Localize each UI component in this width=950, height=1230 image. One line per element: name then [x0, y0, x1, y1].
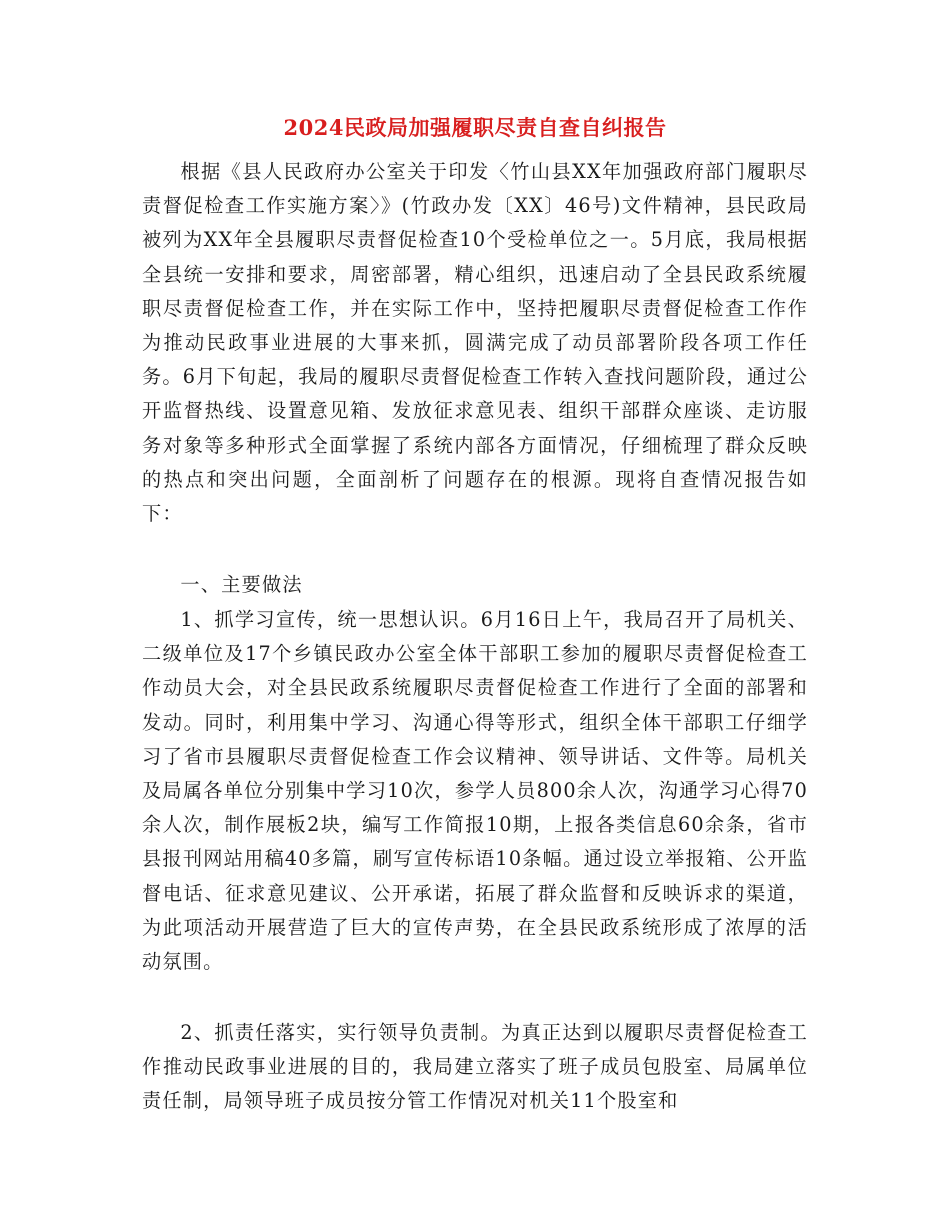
- intro-paragraph: 根据《县人民政府办公室关于印发〈竹山县XX年加强政府部门履职尽责督促检查工作实施方案〉》(竹政办发〔XX〕46号)文件精神，县民政局被列为XX年全县履职尽责督促检查10个受检单位之一。5月底，我局根据全县统一安排和要求，周密部署，精心组织，迅速启动了全县民政系统履职尽责督促检查工作，并在实际工作中，坚持把履职尽责督促检查工作作为推动民政事业进展的大事来抓，圆满完成了动员部署阶段各项工作任务。6月下旬起，我局的履职尽责督促检查工作转入查找问题阶段，通过公开监督热线、设置意见箱、发放征求意见表、组织干部群众座谈、走访服务对象等多种形式全面掌握了系统内部各方面情况，仔细梳理了群众反映的热点和突出问题，全面剖析了问题存在的根源。现将自查情况报告如下：: [142, 160, 808, 526]
- body-paragraph-responsibility: 2、抓责任落实，实行领导负责制。为真正达到以履职尽责督促检查工作推动民政事业进展的目的，我局建立落实了班子成员包股室、局属单位责任制，局领导班子成员按分管工作情况对机关11个股室和: [142, 1021, 808, 1113]
- body-paragraph-study: 1、抓学习宣传，统一思想认识。6月16日上午，我局召开了局机关、二级单位及17个乡镇民政办公室全体干部职工参加的履职尽责督促检查工作动员大会，对全县民政系统履职尽责督促检查工作进行了全面的部署和发动。同时，利用集中学习、沟通心得等形式，组织全体干部职工仔细学习了省市县履职尽责督促检查工作会议精神、领导讲话、文件等。局机关及局属各单位分别集中学习10次，参学人员800余人次，沟通学习心得70余人次，制作展板2块，编写工作简报10期，上报各类信息60余条，省市县报刊网站用稿40多篇，刷写宣传标语10条幅。通过设立举报箱、公开监督电话、征求意见建议、公开承诺，拓展了群众监督和反映诉求的渠道，为此项活动开展营造了巨大的宣传声势，在全县民政系统形成了浓厚的活动氛围。: [142, 608, 808, 974]
- section-heading: 一、主要做法: [180, 573, 303, 596]
- document-title: 2024民政局加强履职尽责自查自纠报告: [283, 115, 667, 140]
